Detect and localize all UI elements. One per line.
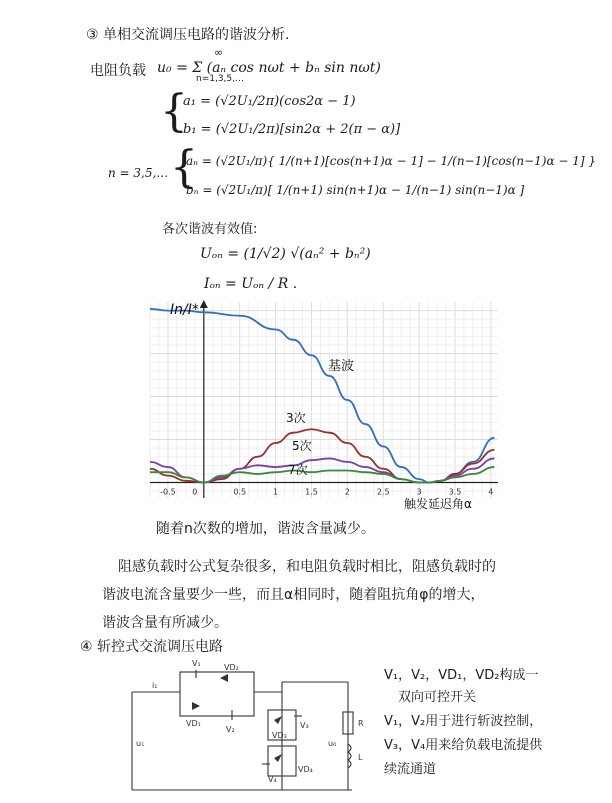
x-tick-label: 2 <box>344 487 350 497</box>
harmonic-label: 各次谐波有效值: <box>162 222 258 237</box>
brace-icon: { <box>160 86 188 137</box>
sum-upper-limit: ∞ <box>214 46 224 59</box>
paragraph-line-2: 谐波电流含量要少一些，而且α相同时，随着阻抗角φ的增大， <box>102 587 485 603</box>
x-tick-label: 3 <box>416 487 422 497</box>
vd4-diode-icon <box>274 754 282 762</box>
x-tick-label: 3.5 <box>448 487 462 497</box>
paragraph-line-3: 谐波含量有所减少。 <box>102 615 228 631</box>
x-tick-label: 0.5 <box>233 487 247 497</box>
formula-uo: u₀ = Σ (aₙ cos nωt + bₙ sin nωt) <box>157 60 381 76</box>
x-tick-label: -0.5 <box>160 487 176 497</box>
vd1-diode-icon <box>192 702 200 710</box>
sum-lower-limit: n=1,3,5,… <box>196 74 245 84</box>
x-tick-label: 2.5 <box>376 487 390 497</box>
label-v2: V₂ <box>226 725 235 734</box>
note-line-3: V₁，V₂用于进行斩波控制， <box>384 714 543 729</box>
note-line-1: V₁，V₂，VD₁，VD₂构成一 <box>384 668 539 683</box>
label-v4: V₄ <box>268 775 277 784</box>
label-r: R <box>358 719 364 728</box>
x-tick-label: 1.5 <box>305 487 318 497</box>
note-line-5: 续流通道 <box>384 762 437 777</box>
label-v3: V₃ <box>300 721 309 730</box>
label-u1: u₁ <box>136 739 145 748</box>
x-tick-label: 4 <box>488 487 494 497</box>
x-tick-label: 1 <box>273 487 279 497</box>
load-label: 电阻负载 <box>90 63 146 79</box>
formula-uon: Uₒₙ = (1/√2) √(aₙ² + bₙ²) <box>200 246 371 262</box>
section-heading-3: ③ 单相交流调压电路的谐波分析. <box>86 27 290 43</box>
x-axis-label: 触发延迟角α <box>404 497 472 511</box>
x-tick-label: 0 <box>192 487 198 497</box>
label-vd3: VD₃ <box>272 731 287 740</box>
formula-bn: bₙ = (√2U₁/π)[ 1/(n+1) sin(n+1)α − 1/(n−1) sin(n−1)α ] <box>186 183 525 197</box>
brace-icon-2: { <box>170 142 198 193</box>
label-l: L <box>358 753 363 762</box>
formula-an: aₙ = (√2U₁/π){ 1/(n+1)[cos(n+1)α − 1] − 1/(n−1)[cos(n−1)α − 1] } <box>186 154 597 168</box>
formula-b1: b₁ = (√2U₁/2π)[sin2α + 2(π − α)] <box>183 122 401 137</box>
series-label-5th: 5次 <box>292 439 312 453</box>
y-axis-label: In/I* <box>170 302 199 318</box>
n-label: n = 3,5,… <box>108 166 169 180</box>
vd2-diode-icon <box>220 674 228 682</box>
formula-ion: Iₒₙ = Uₒₙ / R . <box>204 276 298 292</box>
note-line-2: 双向可控开关 <box>398 690 477 705</box>
note-line-4: V₃，V₄用来给负载电流提供 <box>384 738 543 753</box>
label-uo: u₀ <box>328 739 337 748</box>
harmonic-chart <box>142 296 504 512</box>
paragraph-line-1: 阻感负载时公式复杂很多，和电阻负载时相比，阻感负载时的 <box>118 559 496 575</box>
label-i1: i₁ <box>152 681 158 690</box>
vd3-diode-icon <box>274 716 282 724</box>
chopper-ac-regulator-circuit <box>122 654 372 800</box>
label-v1: V₁ <box>192 659 201 668</box>
formula-a1: a₁ = (√2U₁/2π)(cos2α − 1) <box>183 94 356 109</box>
series-label-fundamental: 基波 <box>328 359 355 374</box>
chart-caption: 随着n次数的增加，谐波含量减少。 <box>156 521 375 537</box>
chart-background <box>142 296 504 512</box>
section-heading-4: ④ 斩控式交流调压电路 <box>80 639 224 655</box>
label-vd2: VD₂ <box>224 663 239 672</box>
series-label-7th: 7次 <box>288 463 308 477</box>
label-vd1: VD₁ <box>186 719 201 728</box>
series-label-3rd: 3次 <box>286 411 306 425</box>
label-vd4: VD₄ <box>298 765 313 774</box>
